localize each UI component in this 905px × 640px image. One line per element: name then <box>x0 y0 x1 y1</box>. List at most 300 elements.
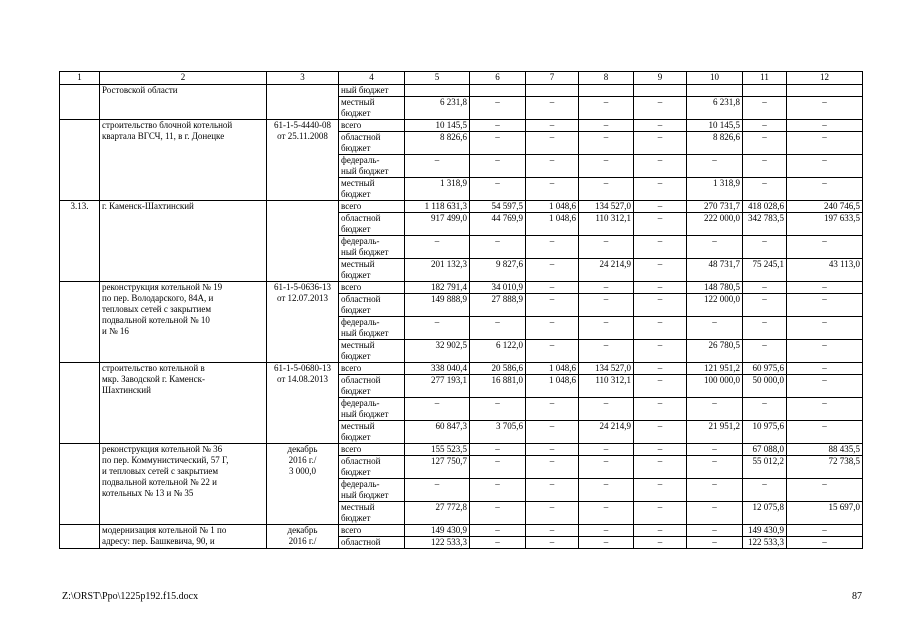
expertise-code-cell <box>267 282 339 363</box>
funding-source-cell <box>339 178 405 201</box>
item-number-cell: 3.13. <box>60 201 100 282</box>
amount-cell: 149 430,9 <box>743 525 787 537</box>
amount-cell: – <box>526 97 579 120</box>
amount-cell: 24 214,9 <box>579 421 634 444</box>
cell-line: местный <box>341 97 375 107</box>
amount-cell: – <box>687 317 743 340</box>
expertise-code-cell <box>267 363 339 444</box>
amount-cell: 10 145,5 <box>405 120 470 132</box>
amount-cell: – <box>634 375 687 398</box>
table-row <box>60 363 863 375</box>
cell-line: от 14.08.2013 <box>276 374 329 384</box>
amount-cell: 110 312,1 <box>579 375 634 398</box>
amount-cell: 60 847,3 <box>405 421 470 444</box>
amount-cell: – <box>634 363 687 375</box>
funding-source-cell <box>339 236 405 259</box>
cell-line: бюджет <box>341 189 371 199</box>
amount-cell <box>526 85 579 97</box>
amount-cell: 3 705,6 <box>470 421 526 444</box>
cell-line: местный <box>341 421 375 431</box>
amount-cell: 12 075,8 <box>743 502 787 525</box>
amount-cell: – <box>743 479 787 502</box>
funding-source-cell <box>339 363 405 375</box>
item-number-cell <box>60 363 100 444</box>
amount-cell: – <box>579 537 634 549</box>
cell-line: 61-1-5-0636-13 <box>274 282 331 292</box>
cell-line: по пер. Коммунистический, 57 Г, <box>102 455 229 465</box>
cell-line: областной <box>341 294 381 304</box>
amount-cell: – <box>743 398 787 421</box>
amount-cell <box>405 85 470 97</box>
amount-cell <box>579 85 634 97</box>
cell-line: бюджет <box>341 108 371 118</box>
amount-cell: 197 633,5 <box>787 213 863 236</box>
item-number-cell <box>60 525 100 549</box>
funding-source-cell <box>339 259 405 282</box>
amount-cell: 1 118 631,3 <box>405 201 470 213</box>
item-number-cell <box>60 444 100 525</box>
amount-cell: – <box>579 456 634 479</box>
cell-line: местный <box>341 178 375 188</box>
amount-cell: 1 048,6 <box>526 213 579 236</box>
amount-cell: – <box>687 479 743 502</box>
amount-cell: 122 000,0 <box>687 294 743 317</box>
cell-line: местный <box>341 259 375 269</box>
cell-line: бюджет <box>341 224 371 234</box>
amount-cell: – <box>526 537 579 549</box>
amount-cell: – <box>743 317 787 340</box>
cell-line: подвальной котельной № 10 <box>102 315 210 325</box>
project-name-cell <box>100 363 267 444</box>
amount-cell: 8 826,6 <box>405 132 470 155</box>
amount-cell: 134 527,0 <box>579 363 634 375</box>
amount-cell: 50 000,0 <box>743 375 787 398</box>
amount-cell: 6 231,8 <box>405 97 470 120</box>
amount-cell: – <box>526 178 579 201</box>
cell-line: местный <box>341 502 375 512</box>
cell-line: строительство блочной котельной <box>102 120 233 130</box>
cell-line: ный бюджет <box>341 247 389 257</box>
amount-cell: – <box>787 525 863 537</box>
amount-cell: 121 951,2 <box>687 363 743 375</box>
column-number-cell: 3 <box>267 72 339 85</box>
funding-source-cell <box>339 201 405 213</box>
amount-cell: 55 012,2 <box>743 456 787 479</box>
cell-line: всего <box>341 363 362 373</box>
amount-cell: 182 791,4 <box>405 282 470 294</box>
funding-source-cell <box>339 317 405 340</box>
amount-cell: – <box>687 525 743 537</box>
amount-cell: 1 048,6 <box>526 375 579 398</box>
amount-cell: – <box>526 444 579 456</box>
amount-cell: 148 780,5 <box>687 282 743 294</box>
project-name-cell <box>100 525 267 549</box>
cell-line: федераль- <box>341 398 380 408</box>
amount-cell: 1 048,6 <box>526 363 579 375</box>
expertise-code-cell <box>267 120 339 201</box>
expertise-code-cell <box>267 85 339 120</box>
cell-line: Ростовской области <box>102 85 178 95</box>
amount-cell: – <box>470 120 526 132</box>
amount-cell: – <box>634 155 687 178</box>
amount-cell: – <box>687 456 743 479</box>
amount-cell: – <box>634 236 687 259</box>
amount-cell: 342 783,5 <box>743 213 787 236</box>
column-number-cell: 9 <box>634 72 687 85</box>
amount-cell: – <box>579 398 634 421</box>
amount-cell: – <box>579 294 634 317</box>
amount-cell: – <box>470 456 526 479</box>
amount-cell: – <box>743 97 787 120</box>
column-number-cell: 12 <box>787 72 863 85</box>
budget-table <box>59 71 863 549</box>
cell-line: федераль- <box>341 155 380 165</box>
amount-cell: – <box>743 340 787 363</box>
cell-line: 2016 г./ <box>288 455 317 465</box>
amount-cell: – <box>579 155 634 178</box>
amount-cell: – <box>634 120 687 132</box>
item-number-cell <box>60 120 100 201</box>
expertise-code-cell <box>267 525 339 549</box>
amount-cell: – <box>787 155 863 178</box>
funding-source-cell <box>339 537 405 549</box>
cell-line: местный <box>341 340 375 350</box>
amount-cell: 44 769,9 <box>470 213 526 236</box>
amount-cell: 917 499,0 <box>405 213 470 236</box>
amount-cell: – <box>579 132 634 155</box>
funding-source-cell <box>339 85 405 97</box>
funding-source-cell <box>339 398 405 421</box>
amount-cell: – <box>470 398 526 421</box>
amount-cell: 6 231,8 <box>687 97 743 120</box>
amount-cell: – <box>470 97 526 120</box>
amount-cell: – <box>526 525 579 537</box>
amount-cell: 201 132,3 <box>405 259 470 282</box>
column-number-cell: 2 <box>100 72 267 85</box>
amount-cell: – <box>787 421 863 444</box>
cell-line: ный бюджет <box>341 409 389 419</box>
item-number-cell <box>60 85 100 120</box>
amount-cell: – <box>526 398 579 421</box>
amount-cell: 277 193,1 <box>405 375 470 398</box>
cell-line: ный бюджет <box>341 490 389 500</box>
cell-line: 3 000,0 <box>289 466 316 476</box>
amount-cell: 8 826,6 <box>687 132 743 155</box>
amount-cell: – <box>526 317 579 340</box>
amount-cell: – <box>579 525 634 537</box>
amount-cell: 24 214,9 <box>579 259 634 282</box>
amount-cell: 100 000,0 <box>687 375 743 398</box>
cell-line: всего <box>341 444 362 454</box>
amount-cell: – <box>579 178 634 201</box>
cell-line: областной <box>341 537 381 547</box>
cell-line: областной <box>341 132 381 142</box>
amount-cell: 155 523,5 <box>405 444 470 456</box>
cell-line: бюджет <box>341 386 371 396</box>
amount-cell: – <box>526 236 579 259</box>
cell-line: всего <box>341 201 362 211</box>
amount-cell: 43 113,0 <box>787 259 863 282</box>
amount-cell: – <box>787 398 863 421</box>
amount-cell: – <box>787 120 863 132</box>
amount-cell: – <box>526 421 579 444</box>
amount-cell: – <box>470 132 526 155</box>
amount-cell: – <box>787 537 863 549</box>
amount-cell: – <box>470 502 526 525</box>
cell-line: реконструкция котельной № 19 <box>102 282 223 292</box>
amount-cell: 10 145,5 <box>687 120 743 132</box>
amount-cell: 9 827,6 <box>470 259 526 282</box>
cell-line: бюджет <box>341 305 371 315</box>
project-name-cell <box>100 85 267 120</box>
cell-line: декабрь <box>287 525 318 535</box>
cell-line: от 25.11.2008 <box>277 131 328 141</box>
cell-line: реконструкция котельной № 36 <box>102 444 223 454</box>
funding-source-cell <box>339 213 405 236</box>
cell-line: декабрь <box>287 444 318 454</box>
amount-cell: – <box>526 479 579 502</box>
amount-cell: 122 533,3 <box>405 537 470 549</box>
amount-cell: – <box>787 479 863 502</box>
amount-cell: 1 318,9 <box>687 178 743 201</box>
amount-cell: – <box>634 201 687 213</box>
amount-cell: 1 318,9 <box>405 178 470 201</box>
cell-line: областной <box>341 213 381 223</box>
amount-cell: – <box>526 120 579 132</box>
amount-cell: – <box>579 340 634 363</box>
amount-cell: 27 772,8 <box>405 502 470 525</box>
amount-cell: 10 975,6 <box>743 421 787 444</box>
amount-cell: – <box>634 456 687 479</box>
amount-cell: – <box>634 317 687 340</box>
amount-cell: – <box>787 375 863 398</box>
cell-line: бюджет <box>341 143 371 153</box>
amount-cell: 60 975,6 <box>743 363 787 375</box>
funding-source-cell <box>339 294 405 317</box>
amount-cell: – <box>687 236 743 259</box>
project-name-cell <box>100 201 267 282</box>
amount-cell: – <box>687 444 743 456</box>
amount-cell: – <box>634 132 687 155</box>
amount-cell: – <box>743 132 787 155</box>
amount-cell: – <box>634 525 687 537</box>
amount-cell: – <box>579 479 634 502</box>
table-body <box>60 72 863 549</box>
table-row <box>60 85 863 97</box>
amount-cell: – <box>526 294 579 317</box>
table-row <box>60 444 863 456</box>
amount-cell: – <box>787 340 863 363</box>
amount-cell: – <box>634 97 687 120</box>
amount-cell: 67 088,0 <box>743 444 787 456</box>
amount-cell: – <box>405 236 470 259</box>
funding-source-cell <box>339 375 405 398</box>
amount-cell: – <box>470 236 526 259</box>
amount-cell <box>787 85 863 97</box>
amount-cell: – <box>470 479 526 502</box>
amount-cell: – <box>526 340 579 363</box>
amount-cell: 122 533,3 <box>743 537 787 549</box>
amount-cell: – <box>743 236 787 259</box>
document-file-path: Z:\ORST\Ppo\1225p192.f15.docx <box>62 591 199 602</box>
amount-cell: – <box>787 97 863 120</box>
cell-line: бюджет <box>341 513 371 523</box>
amount-cell <box>634 85 687 97</box>
amount-cell: – <box>687 537 743 549</box>
cell-line: всего <box>341 525 362 535</box>
amount-cell: 149 888,9 <box>405 294 470 317</box>
amount-cell: – <box>634 282 687 294</box>
amount-cell: – <box>579 97 634 120</box>
cell-line: квартала ВГСЧ, 11, в г. Донецке <box>102 131 225 141</box>
funding-source-cell <box>339 155 405 178</box>
amount-cell: 149 430,9 <box>405 525 470 537</box>
amount-cell: – <box>634 421 687 444</box>
cell-line: адресу: пер. Башкевича, 90, и <box>102 536 215 546</box>
amount-cell: – <box>470 444 526 456</box>
amount-cell: – <box>743 294 787 317</box>
column-number-cell: 11 <box>743 72 787 85</box>
funding-source-cell <box>339 132 405 155</box>
amount-cell: – <box>787 363 863 375</box>
column-number-cell: 8 <box>579 72 634 85</box>
cell-line: бюджет <box>341 351 371 361</box>
cell-line: областной <box>341 375 381 385</box>
amount-cell: – <box>787 132 863 155</box>
column-number-cell: 5 <box>405 72 470 85</box>
cell-line: мкр. Заводской г. Каменск- <box>102 374 205 384</box>
amount-cell: – <box>634 444 687 456</box>
cell-line: федераль- <box>341 479 380 489</box>
funding-source-cell <box>339 97 405 120</box>
amount-cell <box>687 85 743 97</box>
cell-line: областной <box>341 456 381 466</box>
amount-cell: – <box>579 444 634 456</box>
amount-cell: – <box>579 317 634 340</box>
amount-cell: 6 122,0 <box>470 340 526 363</box>
amount-cell: – <box>787 317 863 340</box>
amount-cell: – <box>470 178 526 201</box>
amount-cell: 110 312,1 <box>579 213 634 236</box>
amount-cell: – <box>634 398 687 421</box>
amount-cell: – <box>526 132 579 155</box>
amount-cell: – <box>634 537 687 549</box>
cell-line: и тепловых сетей с закрытием <box>102 466 219 476</box>
amount-cell: – <box>579 282 634 294</box>
amount-cell: 418 028,6 <box>743 201 787 213</box>
cell-line: тепловых сетей с закрытием <box>102 304 212 314</box>
amount-cell: 338 040,4 <box>405 363 470 375</box>
amount-cell: – <box>634 479 687 502</box>
column-number-cell: 4 <box>339 72 405 85</box>
column-number-cell: 1 <box>60 72 100 85</box>
amount-cell: – <box>579 236 634 259</box>
amount-cell: – <box>579 120 634 132</box>
amount-cell: 48 731,7 <box>687 259 743 282</box>
project-name-cell <box>100 120 267 201</box>
amount-cell: – <box>687 398 743 421</box>
cell-line: бюджет <box>341 270 371 280</box>
amount-cell: – <box>526 155 579 178</box>
amount-cell: – <box>787 178 863 201</box>
amount-cell: – <box>634 294 687 317</box>
amount-cell: 20 586,6 <box>470 363 526 375</box>
amount-cell: – <box>634 213 687 236</box>
amount-cell: – <box>470 525 526 537</box>
amount-cell: – <box>787 236 863 259</box>
amount-cell: 32 902,5 <box>405 340 470 363</box>
header-row <box>60 72 863 85</box>
amount-cell: 26 780,5 <box>687 340 743 363</box>
funding-source-cell <box>339 479 405 502</box>
amount-cell: – <box>634 502 687 525</box>
amount-cell: – <box>634 259 687 282</box>
cell-line: ный бюджет <box>341 166 389 176</box>
table-row <box>60 201 863 213</box>
funding-source-cell <box>339 444 405 456</box>
funding-source-cell <box>339 282 405 294</box>
item-number-cell <box>60 282 100 363</box>
amount-cell: – <box>687 502 743 525</box>
amount-cell: – <box>526 259 579 282</box>
amount-cell: – <box>687 155 743 178</box>
cell-line: всего <box>341 120 362 130</box>
cell-line: модернизация котельной № 1 по <box>102 525 227 535</box>
amount-cell: 34 010,9 <box>470 282 526 294</box>
cell-line: ный бюджет <box>341 328 389 338</box>
amount-cell: – <box>743 282 787 294</box>
project-name-cell <box>100 444 267 525</box>
amount-cell: 21 951,2 <box>687 421 743 444</box>
cell-line: бюджет <box>341 432 371 442</box>
cell-line: г. Каменск-Шахтинский <box>102 201 194 211</box>
cell-line: подвальной котельной № 22 и <box>102 477 217 487</box>
table-row <box>60 120 863 132</box>
funding-source-cell <box>339 421 405 444</box>
page-number: 87 <box>852 591 862 602</box>
column-number-cell: 6 <box>470 72 526 85</box>
cell-line: от 12.07.2013 <box>276 293 329 303</box>
cell-line: Шахтинский <box>102 385 151 395</box>
amount-cell: – <box>743 120 787 132</box>
funding-source-cell <box>339 456 405 479</box>
cell-line: 2016 г./ <box>288 536 317 546</box>
project-name-cell <box>100 282 267 363</box>
cell-line: 61-1-5-4440-08 <box>274 120 331 130</box>
amount-cell: – <box>743 155 787 178</box>
amount-cell: – <box>526 282 579 294</box>
amount-cell: – <box>743 178 787 201</box>
amount-cell: – <box>405 317 470 340</box>
funding-source-cell <box>339 525 405 537</box>
amount-cell: – <box>405 479 470 502</box>
amount-cell: – <box>470 537 526 549</box>
cell-line: строительство котельной в <box>102 363 205 373</box>
cell-line: и № 16 <box>102 326 129 336</box>
cell-line: федераль- <box>341 317 380 327</box>
column-number-cell: 7 <box>526 72 579 85</box>
amount-cell: 75 245,1 <box>743 259 787 282</box>
expertise-code-cell <box>267 444 339 525</box>
amount-cell <box>470 85 526 97</box>
amount-cell: 270 731,7 <box>687 201 743 213</box>
amount-cell: 222 000,0 <box>687 213 743 236</box>
amount-cell: 16 881,0 <box>470 375 526 398</box>
amount-cell: 1 048,6 <box>526 201 579 213</box>
amount-cell: 240 746,5 <box>787 201 863 213</box>
amount-cell: – <box>470 317 526 340</box>
table-row <box>60 525 863 537</box>
